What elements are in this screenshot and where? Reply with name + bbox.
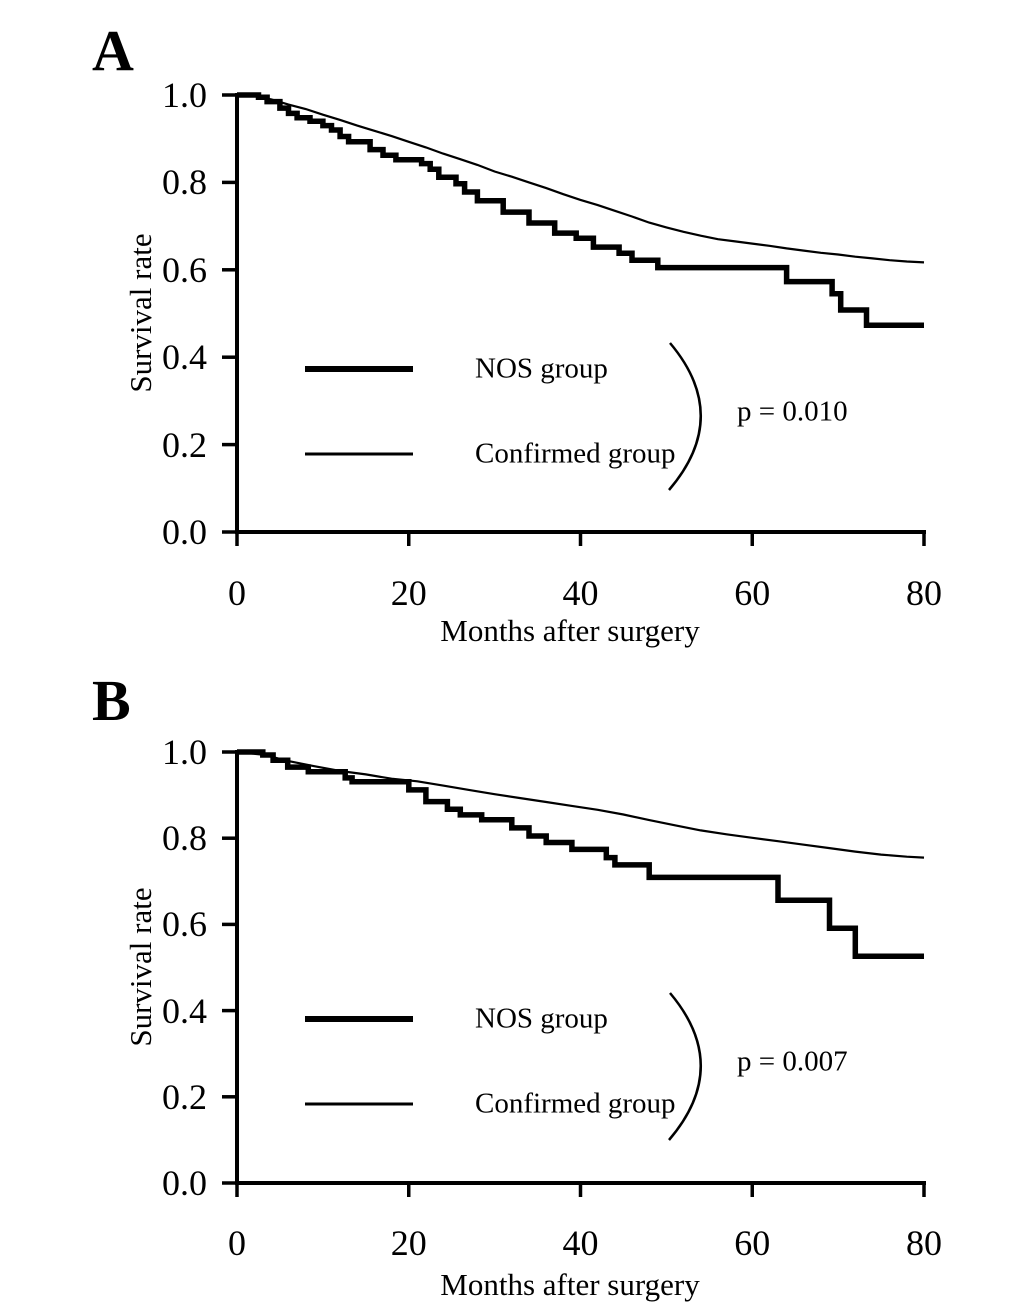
y-tick-label-a: 1.0 [162, 75, 207, 115]
panel-a-label: A [92, 18, 134, 83]
panel-b-p-value: p = 0.007 [737, 1045, 848, 1078]
x-tick-label-b: 60 [734, 1223, 771, 1263]
y-tick-label-b: 0.2 [162, 1076, 207, 1117]
y-tick-label-b: 0.8 [162, 818, 207, 859]
y-tick-label-a: 0.4 [162, 337, 207, 378]
panel-a-legend-confirmed-label: Confirmed group [475, 437, 676, 470]
x-tick-label-b: 40 [562, 1223, 599, 1263]
y-tick-label-a: 0.2 [162, 424, 207, 465]
x-tick-label-a: 80 [906, 573, 942, 613]
panel-b-label: B [92, 668, 131, 733]
panel-b-legend-nos-label: NOS group [475, 1002, 608, 1035]
confirmed-group-curve-b [237, 752, 924, 858]
y-tick-label-b: 0.6 [162, 904, 207, 945]
panel-a-y-axis-title: Survival rate [123, 233, 158, 393]
nos-group-curve-b [237, 752, 924, 956]
nos-group-curve-a [237, 95, 924, 325]
x-tick-label-a: 40 [562, 573, 599, 613]
x-tick-label-b: 80 [906, 1223, 942, 1263]
x-tick-label-a: 0 [228, 573, 246, 613]
y-tick-label-a: 0.6 [162, 249, 207, 290]
panel-a-legend-nos-label: NOS group [475, 352, 608, 385]
panel-b-x-axis-title: Months after surgery [440, 1267, 700, 1302]
y-tick-label-b: 1.0 [162, 732, 207, 772]
x-tick-label-b: 20 [390, 1223, 427, 1263]
y-tick-label-b: 0.0 [162, 1163, 207, 1203]
x-tick-label-b: 0 [228, 1223, 246, 1263]
panel-a-p-value: p = 0.010 [737, 395, 848, 428]
y-tick-label-a: 0.8 [162, 162, 207, 203]
x-tick-label-a: 20 [390, 573, 427, 613]
panel-b-legend-confirmed-label: Confirmed group [475, 1087, 676, 1120]
y-tick-label-a: 0.0 [162, 512, 207, 552]
panel-a-x-axis-title: Months after surgery [440, 613, 700, 648]
panel-b-y-axis-title: Survival rate [123, 887, 158, 1047]
y-tick-label-b: 0.4 [162, 990, 207, 1031]
x-tick-label-a: 60 [734, 573, 771, 613]
